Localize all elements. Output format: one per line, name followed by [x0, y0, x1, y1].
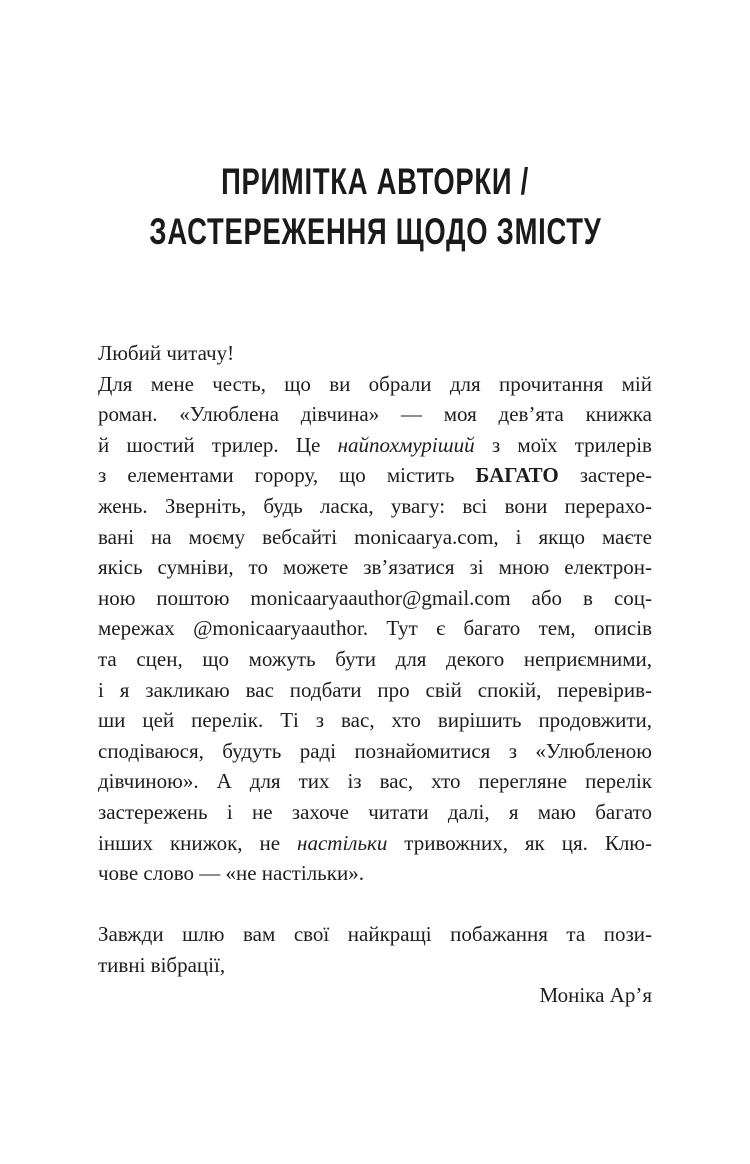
text-line	[98, 338, 652, 369]
text-segment: роман. «Улюблена дівчина» — моя дев’ята книжка	[98, 402, 652, 427]
text-segment: ши цей перелік. Ті з вас, хто вирішить продовжити,	[98, 708, 652, 733]
text-line	[98, 705, 652, 736]
text-line	[98, 613, 652, 644]
chapter-title	[0, 157, 750, 257]
text-line	[98, 491, 652, 522]
text-line	[98, 522, 652, 553]
text-segment: та сцен, що можуть бути для декого неприємними,	[98, 646, 652, 671]
text-segment: тривожних, як ця. Клю-	[387, 830, 652, 855]
text-segment: найпохмуріший	[337, 432, 475, 457]
text-line	[98, 858, 652, 889]
text-segment: з елементами горору, що містить	[98, 463, 476, 488]
text-segment: застережень і не захоче читати далі, я маю багато	[98, 799, 652, 824]
text-segment: якісь сумніви, то можете зв’язатися зі мною електрон-	[98, 555, 652, 580]
text-line	[98, 369, 652, 400]
text-segment: настільки	[297, 830, 388, 855]
text-segment: мережах @monicaaryaauthor. Тут є багато тем, описів	[98, 616, 652, 641]
text-line	[98, 766, 652, 797]
text-segment: сподіваюся, будуть раді познайомитися з «Улюбленою	[98, 738, 652, 763]
text-segment: вані на моєму вебсайті monicaarya.com, і якщо маєте	[98, 524, 652, 549]
text-line	[98, 399, 652, 430]
text-segment: й шостий трилер. Це	[98, 432, 338, 457]
text-segment: з моїх трилерів	[474, 432, 652, 457]
text-line	[98, 460, 652, 491]
author-signature	[98, 980, 652, 1011]
text-line	[98, 950, 652, 981]
text-line	[98, 552, 652, 583]
text-segment: Для мене честь, що ви обрали для прочитання мій	[98, 371, 652, 396]
text-segment: і я закликаю вас подбати про свій спокій, перевірив-	[98, 677, 652, 702]
text-segment: БАГАТО	[475, 463, 559, 488]
blank-line	[98, 889, 652, 920]
text-segment: Любий читачу!	[98, 341, 235, 365]
text-line	[98, 675, 652, 706]
text-line	[98, 736, 652, 767]
text-line	[98, 644, 652, 675]
body-text	[98, 338, 652, 1011]
text-segment: чове слово — «не настільки».	[98, 861, 364, 886]
text-line	[98, 919, 652, 950]
text-segment: тивні вібрації,	[98, 952, 226, 977]
chapter-title-line-1: ПРИМІТКА АВТОРКИ /	[221, 161, 529, 202]
text-segment: жень. Зверніть, будь ласка, увагу: всі вони перерахо-	[98, 493, 652, 518]
text-segment: інших книжок, не	[98, 830, 298, 855]
text-segment: застере-	[558, 463, 652, 488]
text-segment: Моніка Ар’я	[539, 983, 652, 1008]
text-segment: дівчиною». А для тих із вас, хто перегляне перелік	[98, 769, 652, 794]
chapter-title-line-2: ЗАСТЕРЕЖЕННЯ ЩОДО ЗМІСТУ	[148, 211, 602, 252]
text-segment: ною поштою monicaaryaauthor@gmail.com або в соц-	[98, 585, 652, 610]
text-line	[98, 797, 652, 828]
text-line	[98, 583, 652, 614]
text-line	[98, 828, 652, 859]
text-line	[98, 430, 652, 461]
text-segment: Завжди шлю вам свої найкращі побажання та пози-	[98, 922, 652, 947]
